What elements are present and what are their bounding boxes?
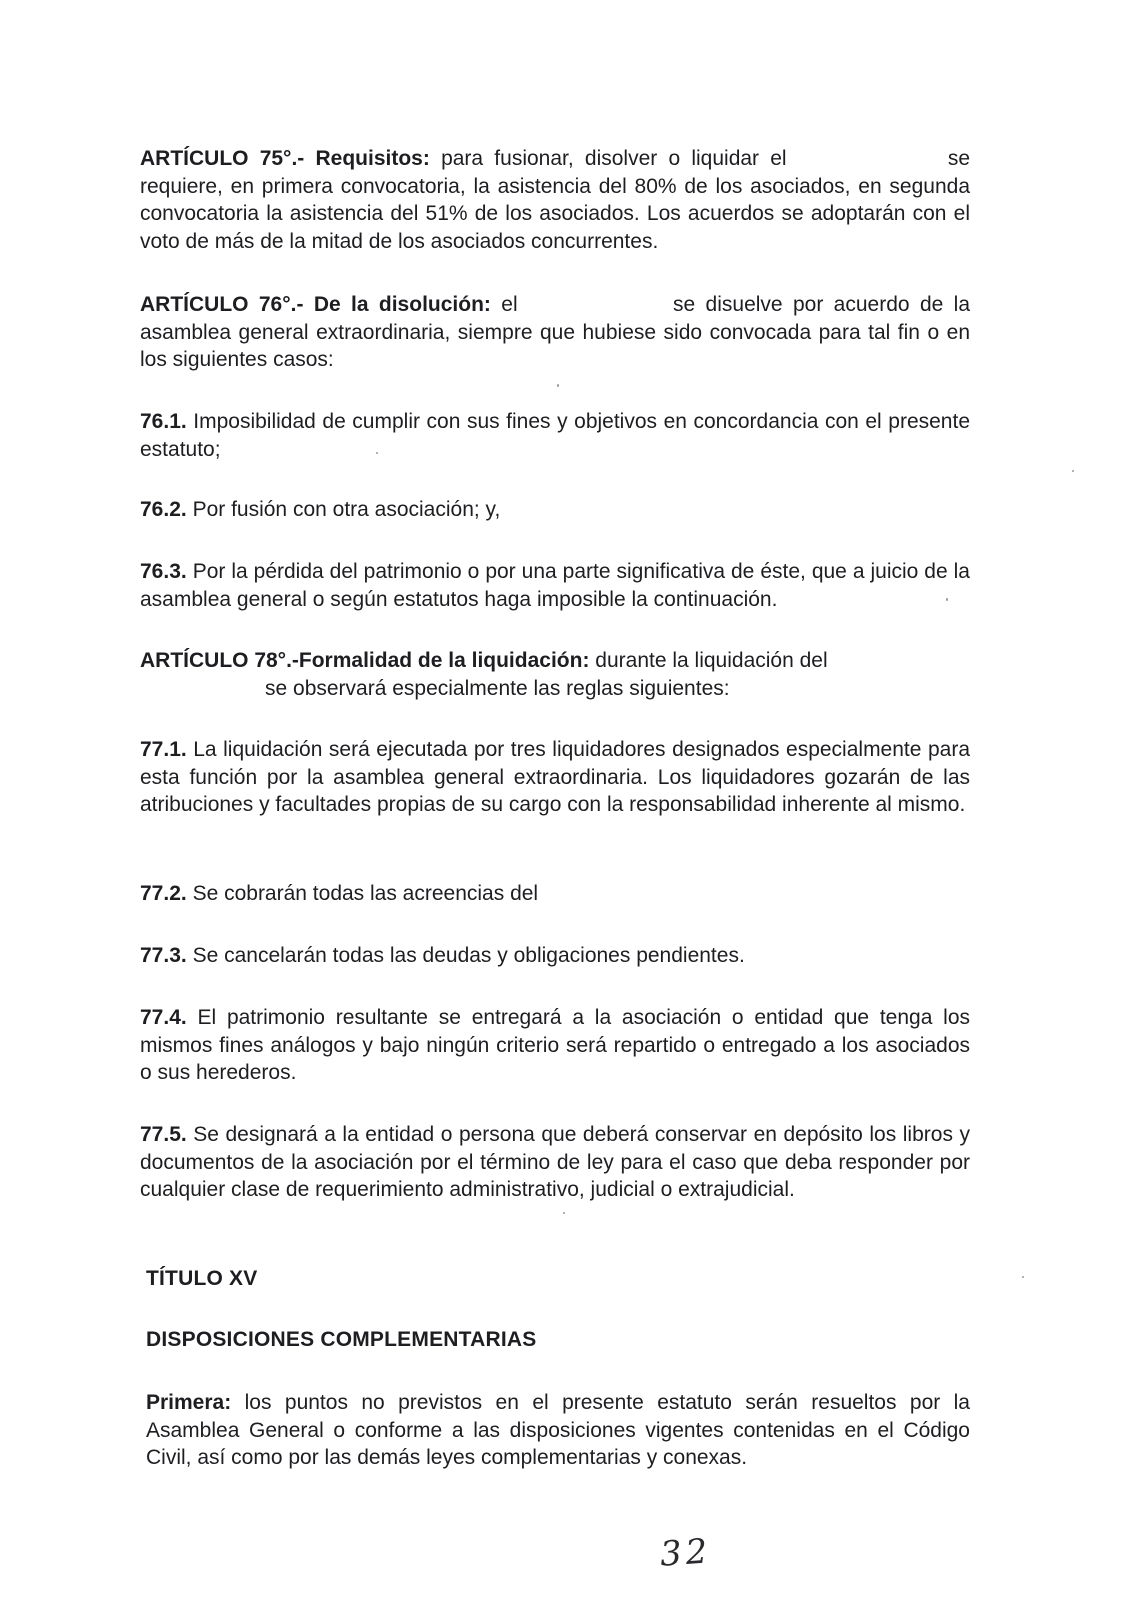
scan-speck bbox=[1072, 470, 1074, 472]
item-text: Por la pérdida del patrimonio o por una parte significativa de éste, que a juicio de la asamblea general o según estatutos haga imposible la continuación. bbox=[140, 560, 970, 611]
article-75-text-b: se requiere, en primera convocatoria, la asistencia del 80% de los asociados, en segunda convocatoria la asistencia del 51% de los asociados. Los acuerdos se adoptarán con el voto de más de la mitad de los asociados concurrentes. bbox=[140, 147, 971, 253]
item-text: El patrimonio resultante se entregará a la asociación o entidad que tenga los mismos fines análogos y bajo ningún criterio será repartido o entregado a los asociados o sus herederos. bbox=[140, 1006, 970, 1084]
article-75 bbox=[140, 145, 970, 255]
article-78-label: ARTÍCULO 78°.- bbox=[140, 649, 299, 672]
item-76-3 bbox=[140, 558, 970, 613]
article-75-title: Requisitos: bbox=[315, 147, 430, 170]
item-number: 76.2. bbox=[140, 498, 187, 521]
article-78-text-b: se observará especialmente las reglas siguientes: bbox=[265, 676, 730, 700]
item-text: Se cancelarán todas las deudas y obligaciones pendientes. bbox=[192, 944, 745, 967]
article-76-title: De la disolución: bbox=[313, 293, 491, 316]
item-number: 77.1. bbox=[140, 738, 187, 761]
item-text: Se designará a la entidad o persona que deberá conservar en depósito los libros y documentos de la asociación por el término de ley para el caso que deba responder por cualquier clase de requerimiento administrativo, judicial o extrajudicial. bbox=[140, 1123, 970, 1201]
scan-speck bbox=[563, 1212, 565, 1214]
section-heading: DISPOSICIONES COMPLEMENTARIAS bbox=[146, 1328, 537, 1351]
item-text: La liquidación será ejecutada por tres liquidadores designados especialmente para esta función por la asamblea general extraordinaria. Los liquidadores gozarán de las atribuciones y facultades propias de su cargo con la responsabilidad inherente al mismo. bbox=[140, 738, 970, 816]
article-78-text-a: durante la liquidación del bbox=[595, 649, 828, 672]
item-number: 77.3. bbox=[140, 944, 187, 967]
item-76-2 bbox=[140, 496, 970, 524]
article-76-text-a: el bbox=[501, 293, 518, 316]
title-xv: TÍTULO XV bbox=[146, 1267, 258, 1290]
item-77-4 bbox=[140, 1004, 970, 1087]
item-text: Por fusión con otra asociación; y, bbox=[192, 498, 501, 521]
article-76-label: ARTÍCULO 76°.- bbox=[140, 293, 304, 316]
article-75-label: ARTÍCULO 75°.- bbox=[140, 147, 305, 170]
item-number: 77.2. bbox=[140, 882, 187, 905]
article-75-text-a: para fusionar, disolver o liquidar el bbox=[441, 147, 787, 170]
item-text: Se cobrarán todas las acreencias del bbox=[192, 882, 539, 905]
article-78-title: Formalidad de la liquidación: bbox=[298, 649, 590, 672]
article-78 bbox=[140, 647, 970, 702]
item-text: Imposibilidad de cumplir con sus fines y objetivos en concordancia con el presente estatuto; bbox=[140, 410, 970, 461]
item-77-3 bbox=[140, 942, 970, 970]
scan-speck bbox=[1022, 1276, 1024, 1278]
page-number: 32 bbox=[658, 1531, 713, 1575]
article-76 bbox=[140, 291, 970, 374]
primera-label: Primera: bbox=[146, 1391, 232, 1414]
scan-speck bbox=[946, 598, 948, 601]
scan-speck bbox=[376, 452, 378, 454]
primera-provision bbox=[146, 1389, 970, 1472]
item-number: 77.4. bbox=[140, 1006, 187, 1029]
item-number: 77.5. bbox=[140, 1123, 187, 1146]
item-number: 76.1. bbox=[140, 410, 187, 433]
article-76-text-b: se disuelve por acuerdo de la asamblea general extraordinaria, siempre que hubiese sido convocada para tal fin o en los siguientes casos: bbox=[140, 293, 971, 371]
primera-text: los puntos no previstos en el presente estatuto serán resueltos por la Asamblea General o conforme a las disposiciones vigentes contenidas en el Código Civil, así como por las demás leyes complementarias y conexas. bbox=[146, 1391, 970, 1469]
item-77-2 bbox=[140, 880, 970, 908]
item-77-1 bbox=[140, 736, 970, 819]
item-77-5 bbox=[140, 1121, 970, 1204]
item-76-1 bbox=[140, 408, 970, 463]
item-number: 76.3. bbox=[140, 560, 187, 583]
scan-speck bbox=[557, 384, 559, 387]
